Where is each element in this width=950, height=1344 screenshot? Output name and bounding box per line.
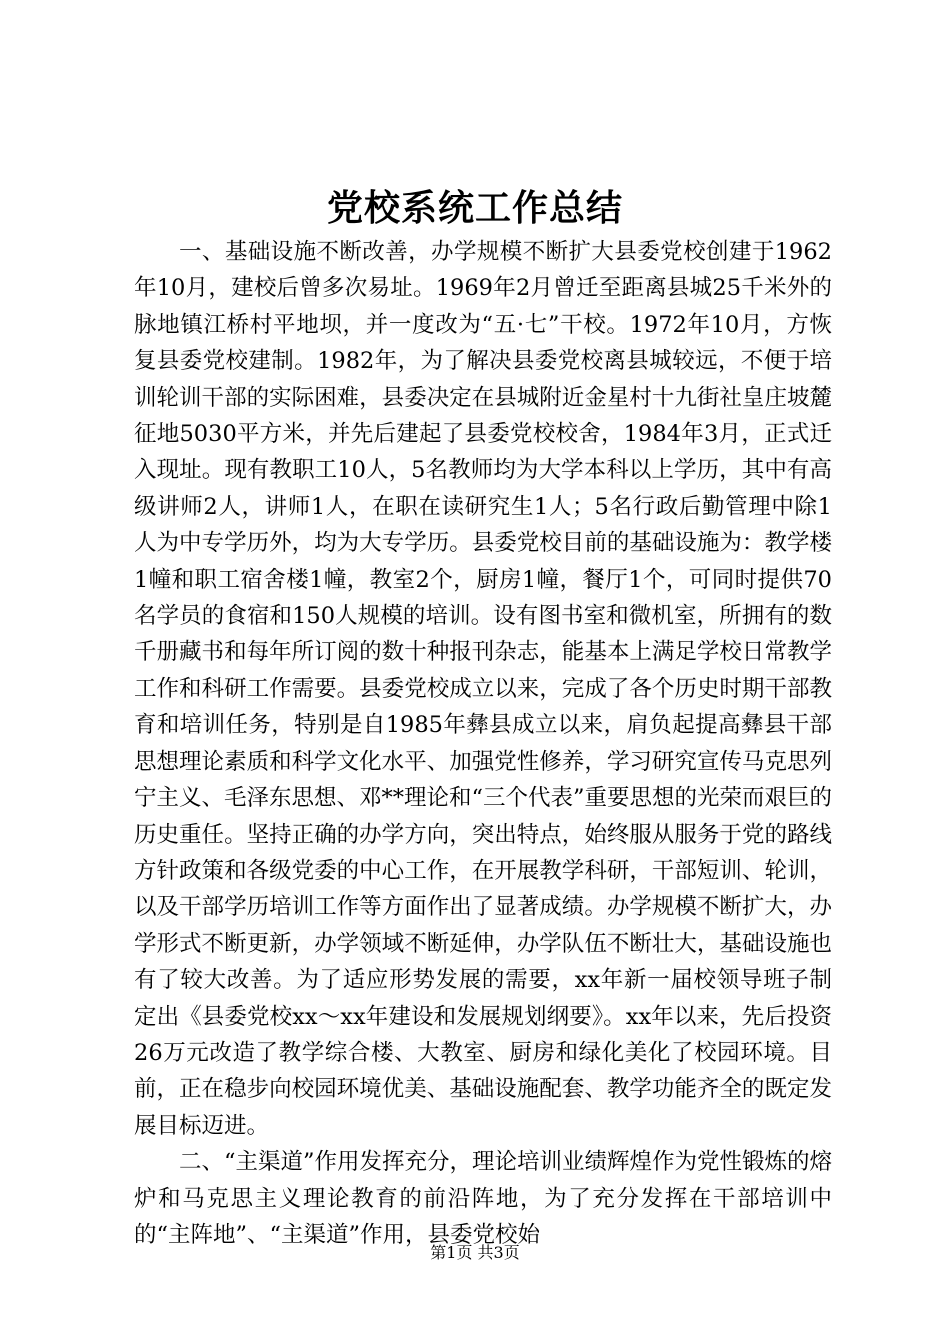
- paragraph-1: 一、基础设施不断改善，办学规模不断扩大县委党校创建于1962年10月，建校后曾多次易址。1969年2月曾迁至距离县城25千米外的脉地镇江桥村平地坝，并一度改为“五·七”干校。1972年10月，方恢复县委党校建制。1982年，为了解决县委党校离县城较远，不便于培训轮训干部的实际困难，县委决定在县城附近金星村十九街社皇庄坡麓征地5030平方米，并先后建起了县委党校校舍，1984年3月，正式迁入现址。现有教职工10人，5名教师均为大学本科以上学历，其中有高级讲师2人，讲师1人，在职在读研究生1人；5名行政后勤管理中除1人为中专学历外，均为大专学历。县委党校目前的基础设施为：教学楼1幢和职工宿舍楼1幢，教室2个，厨房1幢，餐厅1个，可同时提供70名学员的食宿和150人规模的培训。设有图书室和微机室，所拥有的数千册藏书和每年所订阅的数十种报刊杂志，能基本上满足学校日常教学工作和科研工作需要。县委党校成立以来，完成了各个历史时期干部教育和培训任务，特别是自1985年彝县成立以来，肩负起提高彝县干部思想理论素质和科学文化水平、加强党性修养，学习研究宣传马克思列宁主义、毛泽东思想、邓**理论和“三个代表”重要思想的光荣而艰巨的历史重任。坚持正确的办学方向，突出特点，始终服从服务于党的路线方针政策和各级党委的中心工作，在开展教学科研，干部短训、轮训，以及干部学历培训工作等方面作出了显著成绩。办学规模不断扩大，办学形式不断更新，办学领域不断延伸，办学队伍不断壮大，基础设施也有了较大改善。为了适应形势发展的需要，xx年新一届校领导班子制定出《县委党校xx～xx年建设和发展规划纲要》。xx年以来，先后投资26万元改造了教学综合楼、大教室、厨房和绿化美化了校园环境。目前，正在稳步向校园环境优美、基础设施配套、教学功能齐全的既定发展目标迈进。: [134, 239, 833, 1139]
- document-body: [134, 234, 832, 1253]
- document-title: 党校系统工作总结: [326, 187, 623, 229]
- page-footer: 第1页 共3页: [430, 1243, 520, 1262]
- paragraph-2: 二、“主渠道”作用发挥充分，理论培训业绩辉煌作为党性锻炼的熔炉和马克思主义理论教育的前沿阵地，为了充分发挥在干部培训中的“主阵地”、“主渠道”作用，县委党校始: [134, 1149, 833, 1248]
